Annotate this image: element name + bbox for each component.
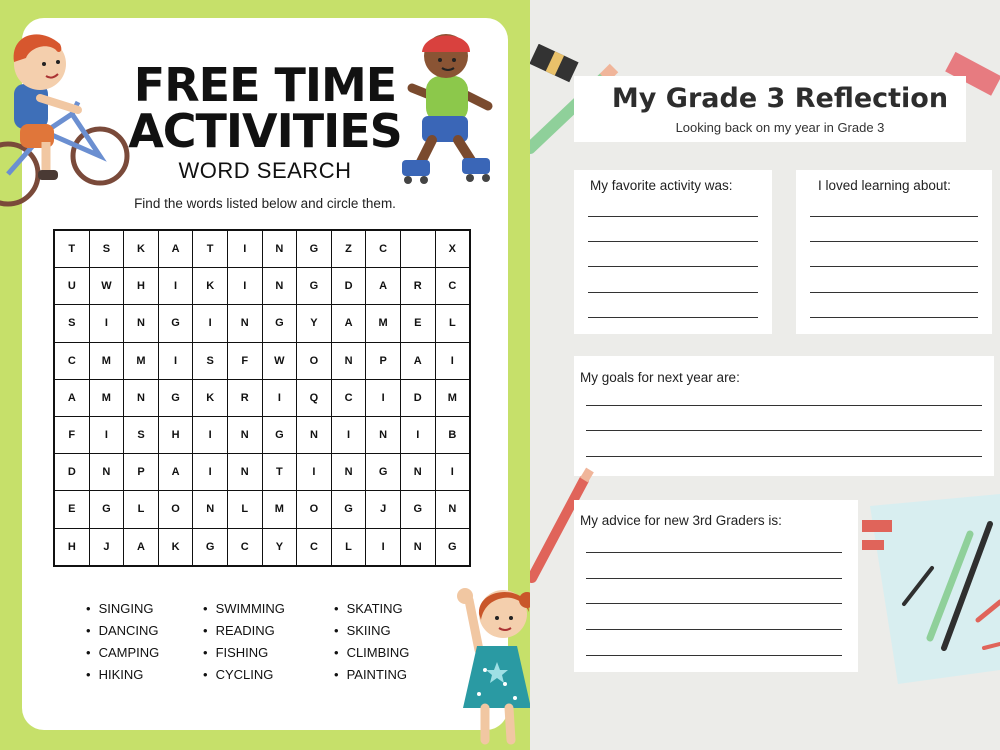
- write-line[interactable]: [588, 266, 758, 267]
- grid-cell[interactable]: M: [435, 379, 470, 416]
- word-list-item: • READING: [203, 622, 334, 639]
- grid-cell[interactable]: N: [193, 491, 228, 528]
- word-list-item: • CLIMBING: [334, 644, 464, 661]
- grid-cell[interactable]: T: [193, 230, 228, 268]
- grid-cell[interactable]: A: [331, 305, 366, 342]
- write-line[interactable]: [588, 216, 758, 217]
- grid-cell[interactable]: I: [227, 230, 262, 268]
- grid-cell[interactable]: N: [124, 379, 159, 416]
- grid-cell[interactable]: A: [400, 342, 435, 379]
- grid-cell[interactable]: N: [366, 416, 401, 453]
- write-line[interactable]: [810, 266, 978, 267]
- grid-cell[interactable]: Z: [331, 230, 366, 268]
- grid-cell[interactable]: L: [435, 305, 470, 342]
- goals-label: My goals for next year are:: [580, 370, 740, 385]
- word-list-item: • SINGING: [86, 600, 203, 617]
- grid-cell[interactable]: A: [124, 528, 159, 566]
- grid-cell[interactable]: M: [89, 379, 124, 416]
- grid-cell[interactable]: T: [262, 454, 297, 491]
- grid-row: [54, 491, 470, 528]
- grid-cell[interactable]: X: [435, 230, 470, 268]
- grid-cell[interactable]: P: [124, 454, 159, 491]
- grid-cell[interactable]: M: [366, 305, 401, 342]
- grid-cell[interactable]: K: [193, 268, 228, 305]
- grid-cell[interactable]: A: [158, 230, 193, 268]
- grid-cell[interactable]: N: [124, 305, 159, 342]
- grid-cell[interactable]: L: [227, 491, 262, 528]
- grid-cell[interactable]: K: [193, 379, 228, 416]
- write-line[interactable]: [586, 578, 842, 579]
- grid-row: [54, 379, 470, 416]
- reflection-title: My Grade 3 Reflection: [611, 83, 949, 114]
- grid-row: [54, 230, 470, 268]
- word-list-item: • FISHING: [203, 644, 334, 661]
- grid-cell[interactable]: I: [227, 268, 262, 305]
- grid-cell[interactable]: I: [297, 454, 332, 491]
- write-line[interactable]: [810, 241, 978, 242]
- write-line[interactable]: [586, 552, 842, 553]
- grid-cell[interactable]: [400, 230, 435, 268]
- grid-cell[interactable]: I: [89, 305, 124, 342]
- grid-cell[interactable]: G: [262, 416, 297, 453]
- instruction-text: Find the words listed below and circle them.: [134, 196, 396, 211]
- favorite-activity-label: My favorite activity was:: [590, 178, 733, 193]
- advice-label: My advice for new 3rd Graders is:: [580, 513, 782, 528]
- pencils-decoration: [852, 494, 1000, 684]
- grid-cell[interactable]: A: [54, 379, 89, 416]
- girl-waving-illustration: [455, 580, 533, 750]
- grid-cell[interactable]: H: [54, 528, 89, 566]
- title-line-2: ACTIVITIES: [128, 104, 402, 158]
- grid-cell[interactable]: E: [54, 491, 89, 528]
- grid-cell[interactable]: Y: [297, 305, 332, 342]
- grid-cell[interactable]: G: [297, 230, 332, 268]
- title-line-1: FREE TIME: [133, 58, 397, 112]
- grid-cell[interactable]: S: [124, 416, 159, 453]
- grid-cell[interactable]: I: [435, 342, 470, 379]
- grid-cell[interactable]: I: [435, 454, 470, 491]
- grid-cell[interactable]: A: [158, 454, 193, 491]
- write-line[interactable]: [588, 292, 758, 293]
- word-list-item: • CAMPING: [86, 644, 203, 661]
- grid-row: [54, 305, 470, 342]
- grid-cell[interactable]: N: [331, 342, 366, 379]
- grid-cell[interactable]: O: [158, 491, 193, 528]
- grid-cell[interactable]: Q: [297, 379, 332, 416]
- favorite-activity-card: [574, 170, 772, 334]
- grid-cell[interactable]: F: [227, 342, 262, 379]
- grid-cell[interactable]: A: [366, 268, 401, 305]
- grid-cell[interactable]: O: [297, 491, 332, 528]
- reflection-subtitle: Looking back on my year in Grade 3: [675, 120, 885, 135]
- grid-cell[interactable]: C: [331, 379, 366, 416]
- grid-cell[interactable]: G: [435, 528, 470, 566]
- grid-cell[interactable]: G: [297, 268, 332, 305]
- word-list-item: • CYCLING: [203, 666, 334, 683]
- grid-cell[interactable]: R: [227, 379, 262, 416]
- grid-cell[interactable]: D: [54, 454, 89, 491]
- grid-cell[interactable]: M: [89, 342, 124, 379]
- word-list-item: • SKIING: [334, 622, 464, 639]
- word-search-grid: [53, 229, 471, 567]
- grid-cell[interactable]: I: [158, 268, 193, 305]
- grid-cell[interactable]: I: [331, 416, 366, 453]
- grid-cell[interactable]: H: [124, 268, 159, 305]
- grid-cell[interactable]: D: [331, 268, 366, 305]
- grid-cell[interactable]: C: [297, 528, 332, 566]
- write-line[interactable]: [586, 629, 842, 630]
- grid-cell[interactable]: N: [227, 454, 262, 491]
- grid-cell[interactable]: N: [262, 230, 297, 268]
- reflection-page: [530, 0, 1000, 750]
- grid-cell[interactable]: N: [331, 454, 366, 491]
- grid-cell[interactable]: D: [400, 379, 435, 416]
- write-line[interactable]: [586, 603, 842, 604]
- loved-learning-card: [796, 170, 992, 334]
- grid-cell[interactable]: F: [54, 416, 89, 453]
- grid-row: [54, 454, 470, 491]
- grid-cell[interactable]: G: [262, 305, 297, 342]
- grid-cell[interactable]: O: [297, 342, 332, 379]
- grid-cell[interactable]: L: [331, 528, 366, 566]
- grid-cell[interactable]: N: [227, 305, 262, 342]
- grid-cell[interactable]: G: [158, 305, 193, 342]
- grid-cell[interactable]: K: [158, 528, 193, 566]
- word-list-item: • DANCING: [86, 622, 203, 639]
- grid-cell[interactable]: K: [124, 230, 159, 268]
- grid-cell[interactable]: G: [366, 454, 401, 491]
- grid-cell[interactable]: I: [400, 416, 435, 453]
- write-line[interactable]: [586, 405, 982, 406]
- word-list-item: • PAINTING: [334, 666, 464, 683]
- grid-cell[interactable]: N: [400, 528, 435, 566]
- grid-cell[interactable]: L: [124, 491, 159, 528]
- grid-cell[interactable]: I: [193, 416, 228, 453]
- grid-cell[interactable]: C: [366, 230, 401, 268]
- grid-cell[interactable]: R: [400, 268, 435, 305]
- grid-cell[interactable]: N: [89, 454, 124, 491]
- grid-cell[interactable]: P: [366, 342, 401, 379]
- grid-cell[interactable]: N: [262, 268, 297, 305]
- write-line[interactable]: [586, 430, 982, 431]
- word-search-subtitle: WORD SEARCH: [178, 158, 352, 183]
- grid-cell[interactable]: T: [54, 230, 89, 268]
- grid-cell[interactable]: G: [193, 528, 228, 566]
- grid-cell[interactable]: I: [89, 416, 124, 453]
- grid-cell[interactable]: S: [89, 230, 124, 268]
- grid-cell[interactable]: J: [366, 491, 401, 528]
- grid-cell[interactable]: N: [400, 454, 435, 491]
- write-line[interactable]: [810, 292, 978, 293]
- grid-cell[interactable]: G: [400, 491, 435, 528]
- grid-cell[interactable]: B: [435, 416, 470, 453]
- grid-cell[interactable]: N: [435, 491, 470, 528]
- grid-cell[interactable]: C: [435, 268, 470, 305]
- word-list-item: • SKATING: [334, 600, 464, 617]
- grid-cell[interactable]: M: [124, 342, 159, 379]
- word-list-item: • SWIMMING: [203, 600, 334, 617]
- write-line[interactable]: [586, 456, 982, 457]
- grid-cell[interactable]: H: [158, 416, 193, 453]
- write-line[interactable]: [588, 317, 758, 318]
- word-list-item: • HIKING: [86, 666, 203, 683]
- loved-learning-label: I loved learning about:: [818, 178, 951, 193]
- grid-cell[interactable]: E: [400, 305, 435, 342]
- write-line[interactable]: [810, 216, 978, 217]
- grid-cell[interactable]: Y: [262, 528, 297, 566]
- grid-cell[interactable]: N: [227, 416, 262, 453]
- grid-cell[interactable]: I: [158, 342, 193, 379]
- grid-cell[interactable]: G: [158, 379, 193, 416]
- grid-cell[interactable]: S: [193, 342, 228, 379]
- grid-cell[interactable]: G: [331, 491, 366, 528]
- grid-cell[interactable]: N: [297, 416, 332, 453]
- word-list: [86, 600, 476, 683]
- grid-cell[interactable]: W: [89, 268, 124, 305]
- grid-cell[interactable]: I: [262, 379, 297, 416]
- grid-cell[interactable]: W: [262, 342, 297, 379]
- grid-cell[interactable]: U: [54, 268, 89, 305]
- grid-row: [54, 268, 470, 305]
- grid-cell[interactable]: I: [366, 528, 401, 566]
- grid-cell[interactable]: C: [227, 528, 262, 566]
- grid-cell[interactable]: I: [366, 379, 401, 416]
- grid-row: [54, 528, 470, 566]
- grid-cell[interactable]: I: [193, 454, 228, 491]
- grid-row: [54, 416, 470, 453]
- grid-cell[interactable]: G: [89, 491, 124, 528]
- write-line[interactable]: [810, 317, 978, 318]
- grid-cell[interactable]: S: [54, 305, 89, 342]
- write-line[interactable]: [586, 655, 842, 656]
- grid-cell[interactable]: C: [54, 342, 89, 379]
- grid-cell[interactable]: J: [89, 528, 124, 566]
- grid-row: [54, 342, 470, 379]
- write-line[interactable]: [588, 241, 758, 242]
- grid-cell[interactable]: I: [193, 305, 228, 342]
- grid-cell[interactable]: M: [262, 491, 297, 528]
